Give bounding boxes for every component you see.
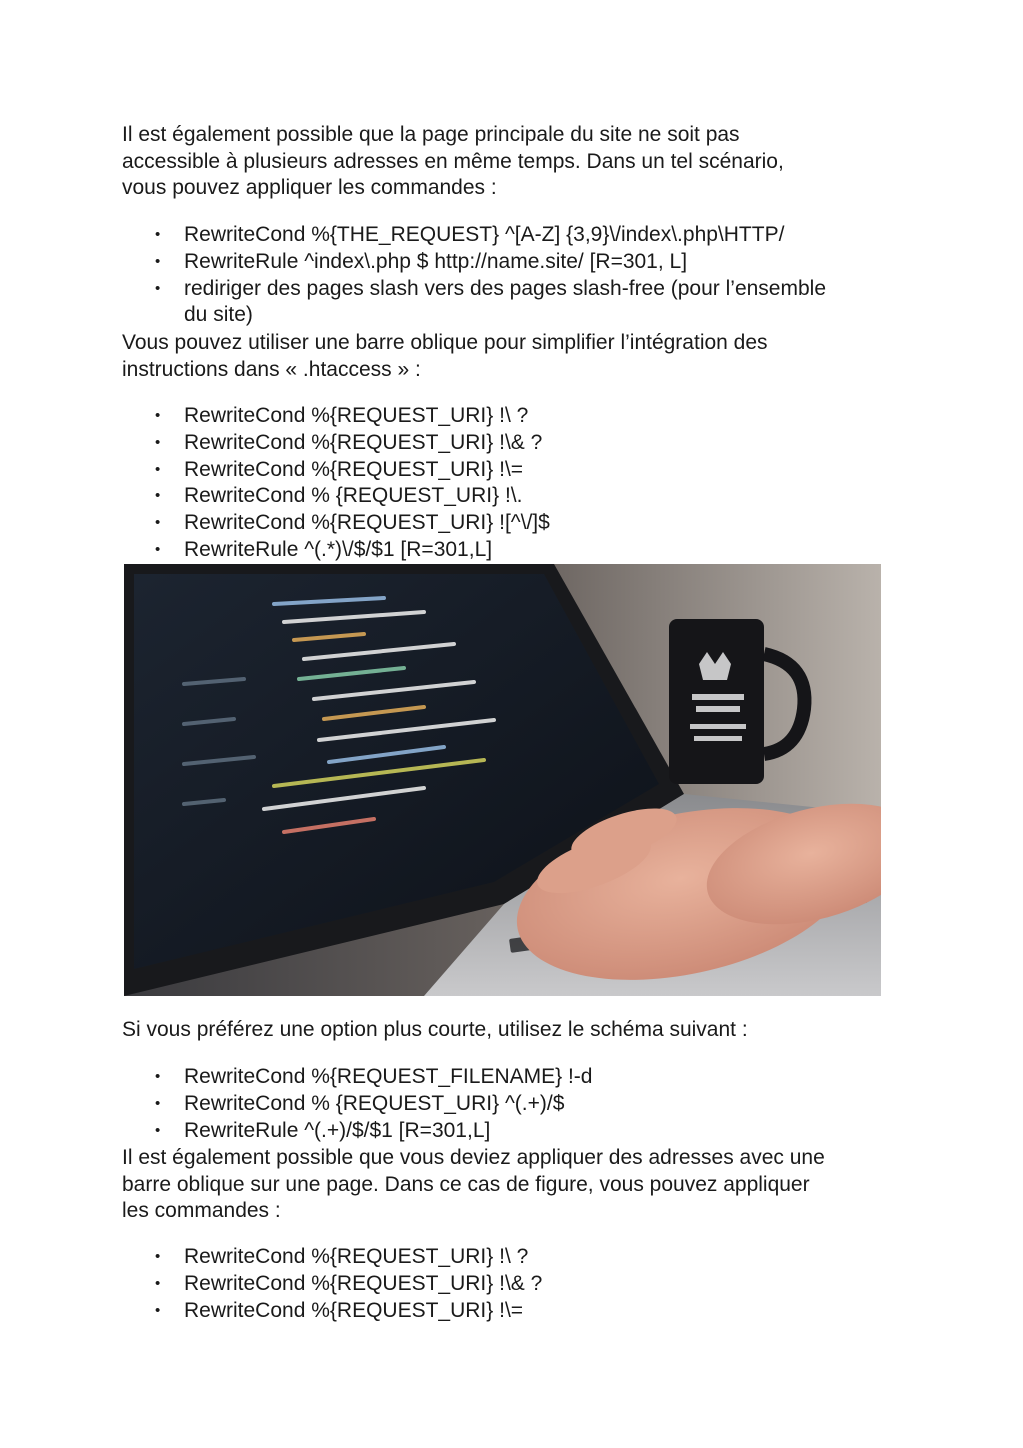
command-list-1 — [122, 222, 912, 329]
list-item-text: RewriteCond % {REQUEST_URI} ^(.+)/$ — [184, 1091, 565, 1115]
list-item-text-continuation: du site) — [184, 303, 253, 327]
bullet-icon: • — [155, 514, 161, 532]
paragraph-line: Il est également possible que la page principale du site ne soit pas — [122, 123, 740, 146]
list-item-text: RewriteCond %{REQUEST_URI} !\ ? — [184, 1245, 529, 1268]
command-list-4 — [122, 1244, 912, 1324]
list-item — [122, 457, 912, 484]
list-item-text: RewriteCond %{REQUEST_URI} !\ ? — [184, 404, 529, 427]
bullet-icon: • — [155, 1248, 161, 1265]
paragraph-line: Si vous préférez une option plus courte, utilisez le schéma suivant : — [122, 1018, 748, 1041]
list-item — [122, 510, 912, 537]
laptop-code-photo — [124, 564, 881, 996]
paragraph-line: barre oblique sur une page. Dans ce cas de figure, vous pouvez appliquer — [122, 1172, 810, 1196]
bullet-icon: • — [155, 226, 161, 243]
list-item-text: RewriteRule ^index\.php $ http://name.site/ [R=301, L] — [184, 249, 688, 273]
paragraph-short-option — [122, 1017, 912, 1044]
bullet-icon: • — [155, 1068, 161, 1085]
paragraph-line: instructions dans « .htaccess » : — [122, 357, 421, 381]
list-item — [122, 537, 912, 564]
paragraph-line: les commandes : — [122, 1199, 281, 1222]
bullet-icon: • — [155, 540, 161, 558]
list-item — [122, 1064, 912, 1091]
list-item-text: RewriteCond %{THE_REQUEST} ^[A-Z] {3,9}\/index\.php\HTTP/ — [184, 223, 785, 246]
list-item — [122, 403, 912, 430]
paragraph-slash — [122, 330, 912, 383]
paragraph-line: Vous pouvez utiliser une barre oblique pour simplifier l’intégration des — [122, 331, 768, 354]
list-item-text: RewriteCond %{REQUEST_URI} !\= — [184, 457, 524, 481]
list-item — [122, 276, 912, 330]
list-item-text: RewriteCond %{REQUEST_URI} !\= — [184, 1298, 524, 1322]
bullet-icon: • — [155, 279, 161, 297]
bullet-icon: • — [155, 252, 161, 270]
list-item — [122, 1244, 912, 1271]
list-item — [122, 222, 912, 249]
list-item-text: rediriger des pages slash vers des pages slash-free (pour l’ensemble — [184, 276, 826, 300]
list-item — [122, 483, 912, 510]
bullet-icon: • — [155, 487, 161, 505]
list-item — [122, 1271, 912, 1298]
list-item — [122, 1298, 912, 1325]
list-item-text: RewriteCond %{REQUEST_FILENAME} !-d — [184, 1065, 593, 1088]
list-item — [122, 1118, 912, 1145]
bullet-icon: • — [155, 1121, 161, 1139]
bullet-icon: • — [155, 460, 161, 478]
bullet-icon: • — [155, 407, 161, 424]
bullet-icon: • — [155, 1094, 161, 1112]
paragraph-line: accessible à plusieurs adresses en même temps. Dans un tel scénario, — [122, 149, 784, 173]
list-item-text: RewriteCond %{REQUEST_URI} !\& ? — [184, 1271, 543, 1295]
list-item-text: RewriteCond %{REQUEST_URI} ![^\/]$ — [184, 511, 550, 535]
list-item — [122, 430, 912, 457]
list-item-text: RewriteRule ^(.*)\/$/$1 [R=301,L] — [184, 537, 493, 561]
bullet-icon: • — [155, 1274, 161, 1292]
command-list-2 — [122, 403, 912, 564]
list-item-text: RewriteCond %{REQUEST_URI} !\& ? — [184, 430, 543, 454]
paragraph-trailing-slash — [122, 1145, 912, 1225]
paragraph-intro — [122, 122, 912, 202]
list-item — [122, 249, 912, 276]
bullet-icon: • — [155, 1301, 161, 1319]
list-item — [122, 1091, 912, 1118]
list-item-text: RewriteCond % {REQUEST_URI} !\. — [184, 484, 523, 508]
bullet-icon: • — [155, 433, 161, 451]
paragraph-line: vous pouvez appliquer les commandes : — [122, 176, 497, 199]
command-list-3 — [122, 1064, 912, 1144]
paragraph-line: Il est également possible que vous deviez appliquer des adresses avec une — [122, 1146, 825, 1169]
list-item-text: RewriteRule ^(.+)/$/$1 [R=301,L] — [184, 1118, 491, 1142]
